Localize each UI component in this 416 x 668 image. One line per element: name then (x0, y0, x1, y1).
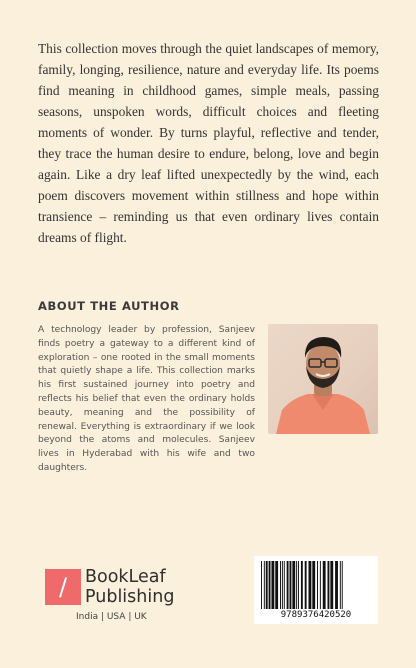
isbn-barcode (254, 556, 378, 624)
publisher-logo-glyph: / (58, 573, 68, 601)
barcode-bars (260, 561, 372, 609)
publisher-locations: India | USA | UK (76, 612, 147, 622)
publisher-logo (45, 567, 195, 627)
about-author-heading: ABOUT THE AUTHOR (38, 299, 180, 313)
author-bio: A technology leader by profession, Sanjeev finds poetry a gateway to a different kind of exploration – one rooted in the small moments that quietly shape a life. This collection marks his first sustained journey into poetry and reflects his belief that even the ordinary holds beauty, meaning and the possibility of renewal. Everything is extraordinary if we look beyond the atoms and molecules. Sanjeev lives in Hyderabad with his wife and two daughters. (38, 325, 255, 473)
publisher-name-line2: Publishing (85, 587, 175, 607)
isbn-number: 9789376420520 (280, 610, 352, 620)
author-photo (268, 324, 378, 434)
publisher-name-line1: BookLeaf (85, 567, 166, 587)
book-blurb: This collection moves through the quiet landscapes of memory, family, longing, resilience, nature and everyday life. Its poems find meaning in childhood games, simple meals, passing seasons, unspoken words, difficult choices and fleeting moments of wonder. By turns playful, reflective and tender, they trace the human desire to endure, belong, love and begin again. Like a dry leaf lifted unexpectedly by the wind, each poem discovers movement within stillness and hope within transience – reminding us that even ordinary lives contain dreams of flight. (38, 41, 379, 245)
